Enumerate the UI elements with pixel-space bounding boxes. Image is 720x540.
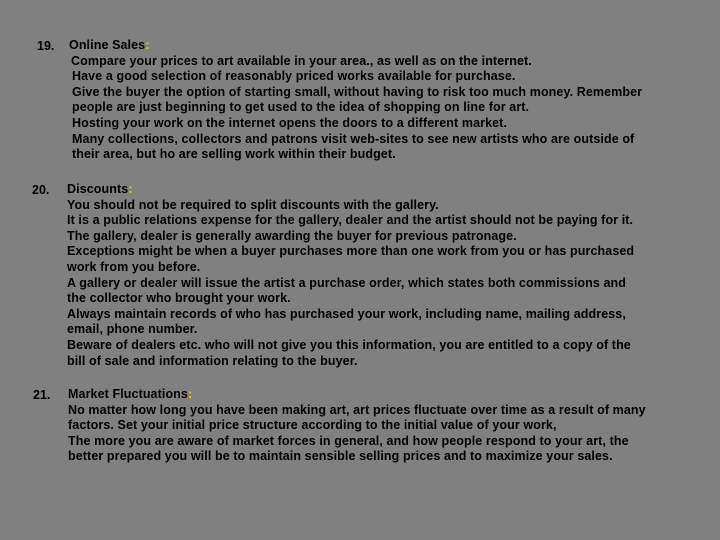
item-line: factors. Set your initial price structure according to the initial value of your work, — [68, 418, 557, 433]
item-heading — [67, 182, 667, 198]
item-number: 21. — [33, 388, 51, 402]
item-line: Hosting your work on the internet opens the doors to a different market. — [72, 115, 508, 130]
heading-colon: : — [128, 182, 133, 196]
item-line: Exceptions might be when a buyer purchases more than one work from you or has purchased — [67, 244, 635, 259]
item-heading-text: Market Fluctuations — [68, 387, 188, 401]
item-body — [67, 182, 667, 369]
item-heading-text: Discounts — [67, 182, 129, 196]
item-line: people are just beginning to get used to the idea of shopping on line for art. — [72, 100, 530, 115]
item-line: better prepared you will be to maintain sensible selling prices and to maximize your sales. — [68, 449, 613, 464]
item-line: Have a good selection of reasonably priced works available for purchase. — [72, 69, 516, 84]
item-body — [69, 38, 669, 163]
heading-colon: : — [145, 38, 150, 52]
item-line: the collector who brought your work. — [67, 291, 291, 306]
item-line: It is a public relations expense for the gallery, dealer and the artist should not be paying for it. — [67, 213, 634, 228]
item-line: work from you before. — [67, 259, 201, 274]
item-line: Beware of dealers etc. who will not give you this information, you are entitled to a copy of the — [67, 337, 631, 352]
item-line: Give the buyer the option of starting small, without having to risk too much money. Remember — [72, 84, 643, 99]
item-number: 20. — [32, 183, 50, 197]
item-heading — [69, 38, 669, 54]
item-heading — [68, 387, 668, 403]
item-heading-text: Online Sales — [69, 38, 146, 52]
item-line: You should not be required to split discounts with the gallery. — [67, 197, 439, 212]
item-line: their area, but ho are selling work within their budget. — [72, 147, 396, 162]
item-line: Compare your prices to art available in your area., as well as on the internet. — [71, 53, 532, 68]
item-line: Always maintain records of who has purchased your work, including name, mailing address, — [67, 306, 626, 321]
item-line: The gallery, dealer is generally awarding the buyer for previous patronage. — [67, 228, 517, 243]
heading-colon: : — [187, 387, 193, 401]
item-line: A gallery or dealer will issue the artist a purchase order, which states both commissions and — [67, 275, 627, 290]
item-body — [68, 387, 668, 465]
item-line: No matter how long you have been making art, art prices fluctuate over time as a result of many — [68, 402, 646, 417]
item-line: Many collections, collectors and patrons visit web-sites to see new artists who are outside of — [72, 131, 635, 146]
item-line: email, phone number. — [67, 322, 198, 337]
item-number: 19. — [37, 39, 55, 53]
item-line: The more you are aware of market forces in general, and how people respond to your art, the — [68, 433, 629, 448]
item-line: bill of sale and information relating to the buyer. — [67, 353, 358, 368]
